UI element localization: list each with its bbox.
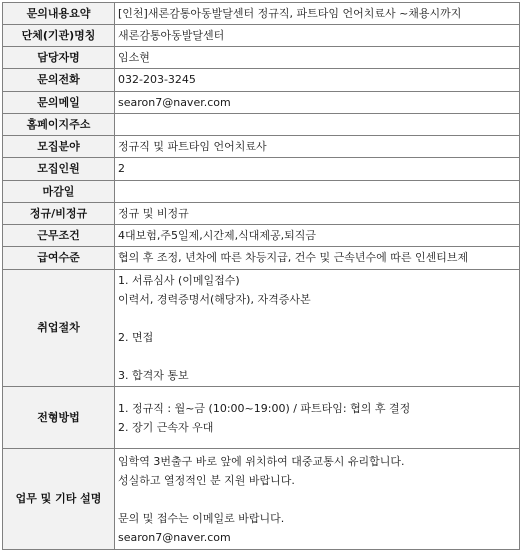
table-row (3, 69, 520, 92)
description-line: 성실하고 열정적인 분 지원 바랍니다. (118, 473, 295, 487)
email-value: searon7@naver.com (115, 92, 520, 114)
description-line: 임학역 3번출구 바로 앞에 위치하여 대중교통시 유리합니다. (118, 454, 405, 468)
table-row (3, 203, 520, 225)
table-row (3, 25, 520, 47)
description-line: searon7@naver.com (118, 530, 231, 544)
screening-line: 1. 정규직 : 월~금 (10:00~19:00) / 파트타임: 협의 후 결정 (118, 401, 411, 415)
procedure-line (118, 309, 516, 328)
homepage-label: 홈페이지주소 (3, 114, 115, 136)
deadline-label: 마감일 (3, 181, 115, 203)
work-conditions-label: 근무조건 (3, 225, 115, 247)
procedure-line: 1. 서류심사 (이메일접수) (118, 274, 240, 287)
organization-label: 단체(기관)명칭 (3, 25, 115, 47)
description-label: 업무 및 기타 설명 (3, 449, 115, 550)
table-row (3, 158, 520, 181)
salary-label: 급여수준 (3, 247, 115, 270)
contact-name-value: 임소현 (115, 47, 520, 69)
recruit-field-label: 모집분야 (3, 136, 115, 158)
screening-label: 전형방법 (3, 387, 115, 449)
table-row (3, 181, 520, 203)
procedure-line: 이력서, 경력증명서(해당자), 자격증사본 (118, 293, 311, 306)
contact-name-label: 담당자명 (3, 47, 115, 69)
table-row (3, 247, 520, 270)
phone-value: 032-203-3245 (115, 69, 520, 92)
summary-value: [인천]새론감통아동발달센터 정규직, 파트타임 언어치료사 ~채용시까지 (115, 3, 520, 25)
procedure-value (115, 270, 520, 387)
table-row (3, 225, 520, 247)
headcount-value: 2 (115, 158, 520, 181)
email-label: 문의메일 (3, 92, 115, 114)
table-row (3, 47, 520, 69)
table-row (3, 114, 520, 136)
job-posting-table (2, 2, 520, 550)
procedure-line (118, 347, 516, 366)
employment-type-value: 정규 및 비정규 (115, 203, 520, 225)
table-row (3, 3, 520, 25)
table-row (3, 449, 520, 550)
procedure-line: 3. 합격자 통보 (118, 369, 189, 382)
description-line: 문의 및 접수는 이메일로 바랍니다. (118, 511, 285, 525)
description-value (115, 449, 520, 550)
description-line (118, 490, 516, 509)
recruit-field-value: 정규직 및 파트타임 언어치료사 (115, 136, 520, 158)
screening-value (115, 387, 520, 449)
procedure-label: 취업절차 (3, 270, 115, 387)
table-row (3, 387, 520, 449)
table-row (3, 92, 520, 114)
homepage-value (115, 114, 520, 136)
salary-value: 협의 후 조정, 년차에 따른 차등지급, 건수 및 근속년수에 따른 인센티브제 (115, 247, 520, 270)
phone-label: 문의전화 (3, 69, 115, 92)
employment-type-label: 정규/비정규 (3, 203, 115, 225)
deadline-value (115, 181, 520, 203)
table-row (3, 136, 520, 158)
table-row (3, 270, 520, 387)
summary-label: 문의내용요약 (3, 3, 115, 25)
work-conditions-value: 4대보험,주5일제,시간제,식대제공,퇴직금 (115, 225, 520, 247)
organization-value: 새론감통아동발달센터 (115, 25, 520, 47)
procedure-line: 2. 면접 (118, 331, 154, 344)
screening-line: 2. 장기 근속자 우대 (118, 420, 214, 434)
headcount-label: 모집인원 (3, 158, 115, 181)
